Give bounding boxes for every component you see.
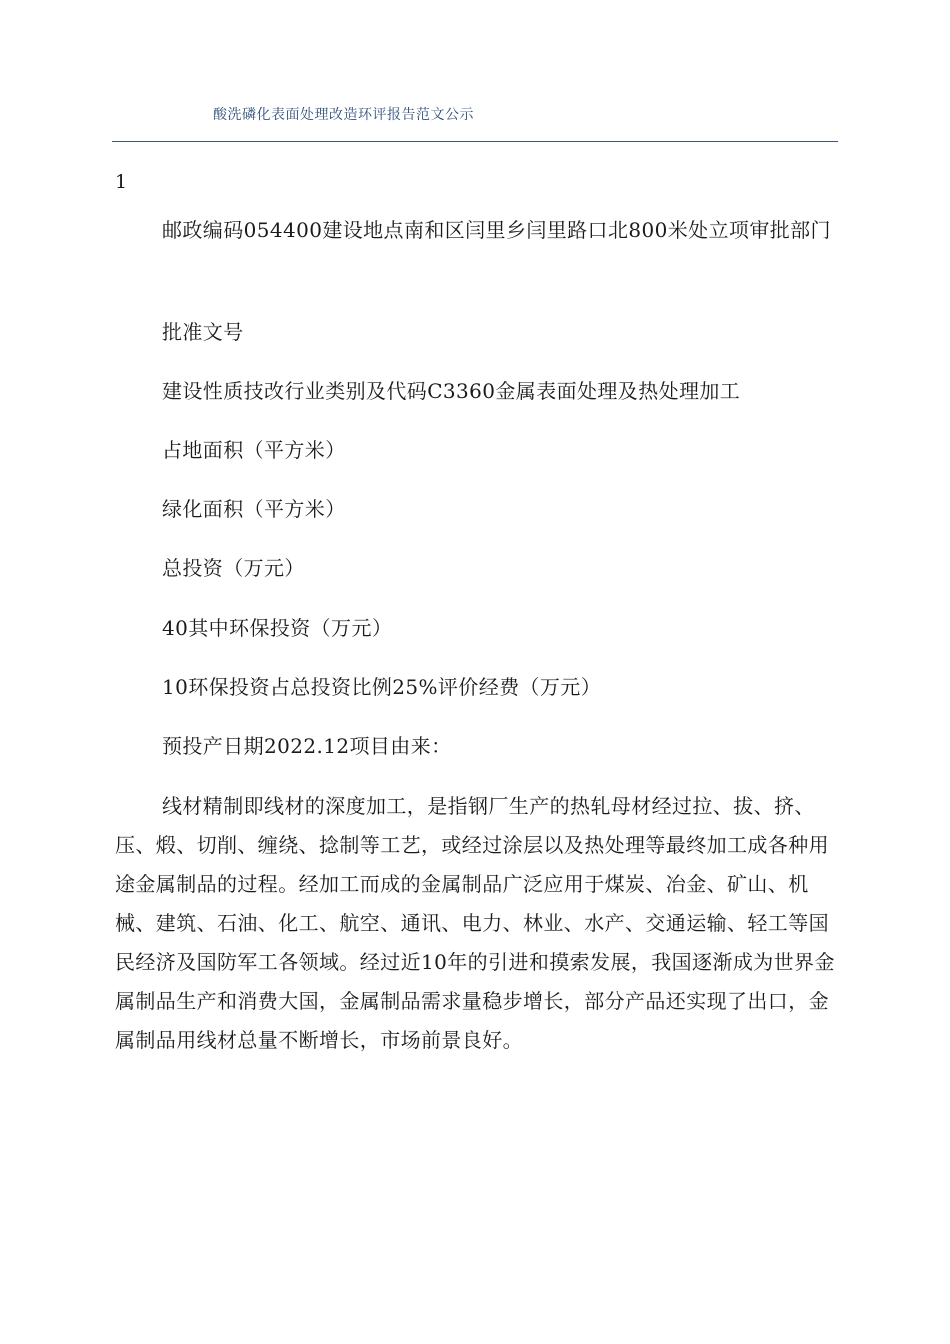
paragraph-text: 预投产日期2022.12项目由来：: [162, 734, 452, 758]
paragraph-text: 线材精制即线材的深度加工，是指钢厂生产的热轧母材经过拉、拔、挤、压、煅、切削、缠绕、捻制等工艺，或经过涂层以及热处理等最终加工成各种用途金属制品的过程。经加工而成的金属制品广泛应用于煤炭、冶金、矿山、机械、建筑、石油、化工、航空、通讯、电力、林业、水产、交通运输、轻工等国民经济及国防军工各领域。经过近10年的引进和摸索发展，我国逐渐成为世界金属制品生产和消费大国，金属制品需求量稳步增长，部分产品还实现了出口，金属制品用线材总量不断增长，市场前景良好。: [115, 794, 835, 1052]
paragraph-production-date: [115, 727, 845, 766]
paragraph-postal-location: [115, 211, 845, 250]
paragraph-text: 建设性质技改行业类别及代码C3360金属表面处理及热处理加工: [162, 379, 741, 403]
paragraph-construction-type: [115, 372, 845, 411]
paragraph-project-background: [115, 787, 845, 1060]
paragraph-text: 批准文号: [162, 320, 244, 344]
page-number: 1: [115, 171, 128, 193]
running-header-title: 酸洗磷化表面处理改造环评报告范文公示: [213, 107, 474, 123]
paragraph-text: 占地面积（平方米）: [162, 438, 346, 462]
paragraph-land-area: [115, 431, 845, 470]
paragraph-text: 邮政编码054400建设地点南和区闫里乡闫里路口北800米处立项审批部门: [162, 218, 831, 242]
paragraph-env-investment: [115, 609, 845, 648]
paragraph-approval-number: [115, 313, 845, 352]
paragraph-text: 40其中环保投资（万元）: [162, 616, 393, 640]
paragraph-total-investment: [115, 549, 845, 588]
paragraph-text: 10环保投资占总投资比例25%评价经费（万元）: [162, 675, 602, 699]
paragraph-green-area: [115, 490, 845, 529]
paragraph-text: 总投资（万元）: [162, 556, 305, 580]
paragraph-env-ratio: [115, 668, 845, 707]
paragraph-text: 绿化面积（平方米）: [162, 497, 346, 521]
header-divider: [112, 141, 838, 142]
